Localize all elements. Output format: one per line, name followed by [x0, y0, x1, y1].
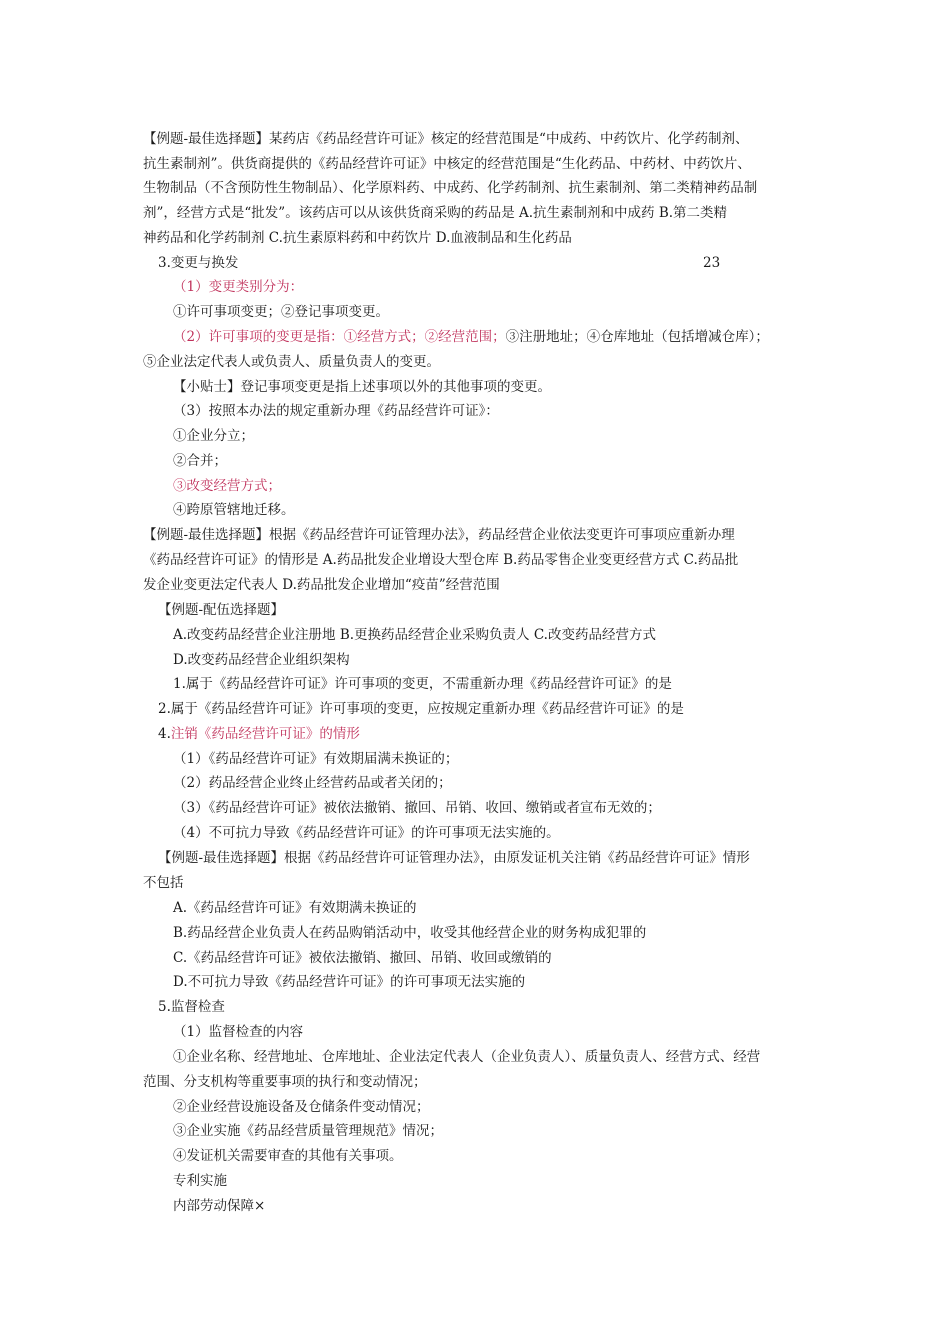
cancel-item-2: （2）药品经营企业终止经营药品或者关闭的； [173, 775, 452, 791]
section-4-number: 4. [158, 726, 171, 742]
reapply-item-3: ③改变经营方式； [173, 478, 281, 494]
section-3-heading: 3.变更与换发 [158, 255, 239, 271]
q2-line-1: 【例题-最佳选择题】根据《药品经营许可证管理办法》，药品经营企业依法变更许可事项应重新办理 [143, 527, 735, 543]
licensed-changes-highlight: （2）许可事项的变更是指：①经营方式；②经营范围； [173, 329, 506, 345]
q1-line-3: 生物制品（不含预防性生物制品）、化学原料药、中成药、化学药制剂、抗生素制剂、第二类精神药品制 [143, 180, 758, 196]
q3-options-1: A.改变药品经营企业注册地 B.更换药品经营企业采购负责人 C.改变药品经营方式 [173, 627, 656, 643]
inspect-item-4: ④发证机关需要审查的其他有关事项。 [173, 1148, 403, 1164]
reapply-item-2: ②合并； [173, 453, 227, 469]
q1-line-1: 【例题-最佳选择题】某药店《药品经营许可证》核定的经营范围是“中成药、中药饮片、化学药制剂、 [143, 131, 749, 147]
reapply-heading: （3）按照本办法的规定重新办理《药品经营许可证》： [173, 403, 499, 419]
q4-option-d: D.不可抗力导致《药品经营许可证》的许可事项无法实施的 [173, 974, 526, 990]
q2-line-3: 发企业变更法定代表人 D.药品批发企业增加“疫苗”经营范围 [143, 577, 500, 593]
q1-line-4: 剂”，经营方式是“批发”。该药店可以从该供货商采购的药品是 A.抗生素制剂和中成药 B.第二类精 [143, 205, 728, 221]
q3-item-1: 1.属于《药品经营许可证》许可事项的变更，不需重新办理《药品经营许可证》的是 [173, 676, 672, 692]
inspect-item-1-line-2: 范围、分支机构等重要事项的执行和变动情况； [143, 1074, 427, 1090]
q4-option-c: C.《药品经营许可证》被依法撤销、撤回、吊销、收回或缴销的 [173, 950, 552, 966]
q4-option-a: A.《药品经营许可证》有效期满未换证的 [173, 900, 417, 916]
tip: 【小贴士】登记事项变更是指上述事项以外的其他事项的变更。 [173, 379, 551, 395]
licensed-changes-line-1 [173, 327, 769, 347]
inspect-item-2: ②企业经营设施设备及仓储条件变动情况； [173, 1099, 430, 1115]
q1-line-2: 抗生素制剂”。供货商提供的《药品经营许可证》中核定的经营范围是“生化药品、中药材、中药饮片、 [143, 156, 751, 172]
q1-line-5: 神药品和化学药制剂 C.抗生素原料药和中药饮片 D.血液制品和生化药品 [143, 230, 572, 246]
q4-line-2: 不包括 [143, 875, 184, 891]
page-number: 23 [703, 255, 721, 271]
cancel-item-3: （3）《药品经营许可证》被依法撤销、撤回、吊销、收回、缴销或者宣布无效的； [173, 800, 661, 816]
licensed-changes-rest: ③注册地址；④仓库地址（包括增减仓库）； [505, 329, 769, 345]
section-5-heading: 5.监督检查 [158, 999, 225, 1015]
q4-line-1: 【例题-最佳选择题】根据《药品经营许可证管理办法》，由原发证机关注销《药品经营许可证》情形 [158, 850, 750, 866]
reapply-item-1: ①企业分立； [173, 428, 254, 444]
cancel-item-1: （1）《药品经营许可证》有效期届满未换证的； [173, 751, 459, 767]
change-types-items: ①许可事项变更；②登记事项变更。 [173, 304, 389, 320]
q2-line-2: 《药品经营许可证》的情形是 A.药品批发企业增设大型仓库 B.药品零售企业变更经营方式 C.药品批 [143, 552, 739, 568]
cancel-item-4: （4）不可抗力导致《药品经营许可证》的许可事项无法实施的。 [173, 825, 560, 841]
q4-option-b: B.药品经营企业负责人在药品购销活动中，收受其他经营企业的财务构成犯罪的 [173, 925, 647, 941]
inspect-item-3: ③企业实施《药品经营质量管理规范》情况； [173, 1123, 443, 1139]
patent-note: 专利实施 [173, 1173, 227, 1189]
q3-options-2: D.改变药品经营企业组织架构 [173, 652, 350, 668]
section-4-title: 注销《药品经营许可证》的情形 [170, 726, 360, 742]
change-types-heading: （1）变更类别分为： [173, 279, 304, 295]
labor-note: 内部劳动保障× [173, 1198, 266, 1214]
q3-item-2: 2.属于《药品经营许可证》许可事项的变更，应按规定重新办理《药品经营许可证》的是 [158, 701, 684, 717]
reapply-item-4: ④跨原管辖地迁移。 [173, 502, 295, 518]
inspect-item-1-line-1: ①企业名称、经营地址、仓库地址、企业法定代表人（企业负责人）、质量负责人、经营方式、经营 [173, 1049, 761, 1065]
q3-title: 【例题-配伍选择题】 [158, 602, 285, 618]
licensed-changes-line-2: ⑤企业法定代表人或负责人、质量负责人的变更。 [143, 354, 440, 370]
section-4-heading [158, 724, 360, 744]
inspect-heading: （1）监督检查的内容 [173, 1024, 304, 1040]
